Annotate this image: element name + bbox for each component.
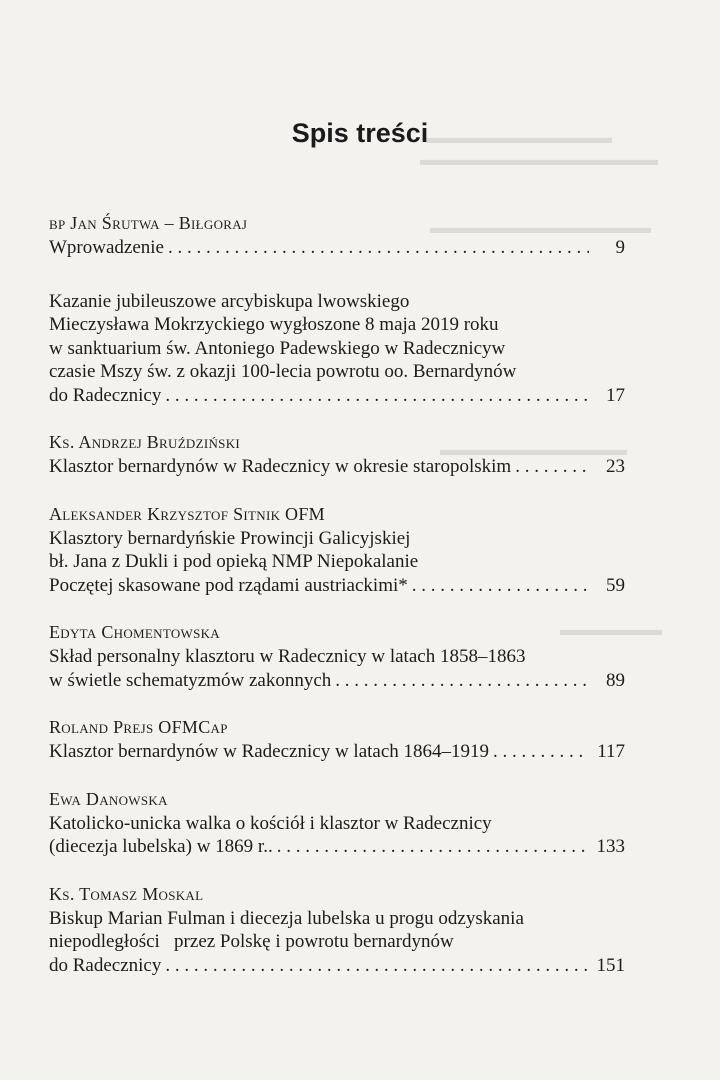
toc-entry xyxy=(49,290,625,408)
entry-title: Poczętej skasowane pod rządami austriackimi* xyxy=(49,574,408,596)
page-number: 117 xyxy=(597,741,625,762)
entry-title-line[interactable] xyxy=(49,669,625,693)
dot-leader xyxy=(277,835,589,859)
entry-author: Ks. Andrzej Bruździński xyxy=(49,432,241,452)
entry-title: w świetle schematyzmów zakonnych xyxy=(49,669,332,691)
entry-title-line[interactable] xyxy=(49,835,625,859)
entry-title: bł. Jana z Dukli i pod opieką NMP Niepokalanie xyxy=(49,551,419,572)
dot-leader xyxy=(412,574,589,598)
toc-entry xyxy=(49,786,625,859)
entry-title: do Radecznicy xyxy=(49,954,162,976)
toc-entry xyxy=(49,429,625,479)
entry-title: Klasztor bernardynów w Radecznicy w latach 1864–1919 xyxy=(49,741,490,762)
entry-title: Klasztor bernardynów w Radecznicy w okresie staropolskim xyxy=(49,456,512,477)
entry-title: Katolicko-unicka walka o kościół i klasztor w Radecznicy xyxy=(49,812,492,834)
page-number: 59 xyxy=(606,574,625,596)
page-number: 133 xyxy=(596,836,625,857)
entry-title: w sanktuarium św. Antoniego Padewskiego w Radecznicyw xyxy=(49,337,506,359)
entry-author: Ks. Tomasz Moskal xyxy=(49,883,204,904)
dot-leader xyxy=(165,384,589,408)
page-number: 89 xyxy=(606,669,625,691)
show-through: ▬▬▬▬▬▬▬▬▬▬▬ xyxy=(425,128,612,147)
show-through: ▬▬▬▬▬▬ xyxy=(560,620,662,639)
entry-title: Wprowadzenie xyxy=(49,237,164,258)
toc-entry xyxy=(49,501,625,598)
entry-title: Skład personalny klasztoru w Radecznicy w latach 1858–1863 xyxy=(49,646,526,667)
entry-title-line[interactable] xyxy=(49,740,625,764)
entry-author: Roland Prejs OFMCap xyxy=(49,717,228,737)
entry-title: czasie Mszy św. z okazji 100-lecia powrotu oo. Bernardynów xyxy=(49,361,517,382)
page-number: 151 xyxy=(596,954,625,976)
dot-leader xyxy=(335,669,589,693)
entry-title: Biskup Marian Fulman i diecezja lubelska u progu odzyskania xyxy=(49,907,524,929)
entry-title-line[interactable] xyxy=(49,455,625,479)
dot-leader xyxy=(493,740,589,764)
toc-entry xyxy=(49,619,625,692)
entry-title: do Radecznicy xyxy=(49,384,162,406)
toc-entry xyxy=(49,881,625,978)
entry-title: niepodległości przez Polskę i powrotu bernardynów xyxy=(49,931,454,952)
show-through: ▬▬▬▬▬▬▬▬▬▬▬▬▬ xyxy=(430,218,651,237)
page-number: 17 xyxy=(606,384,625,406)
toc-entry xyxy=(49,714,625,764)
dot-leader xyxy=(168,236,589,260)
entry-author: bp Jan Śrutwa – Biłgoraj xyxy=(49,213,248,233)
dot-leader xyxy=(515,455,589,479)
entry-author: Edyta Chomentowska xyxy=(49,622,221,642)
entry-title: Kazanie jubileuszowe arcybiskupa lwowskiego xyxy=(49,290,410,312)
toc-entry xyxy=(49,210,625,260)
entry-title: Klasztory bernardyńskie Prowincji Galicyjskiej xyxy=(49,527,411,549)
entry-title-line[interactable] xyxy=(49,574,625,598)
dot-leader xyxy=(165,954,589,978)
page-number: 23 xyxy=(606,456,625,477)
page-number: 9 xyxy=(615,237,625,258)
entry-author: Ewa Danowska xyxy=(49,788,168,809)
entry-title: Mieczysława Mokrzyckiego wygłoszone 8 maja 2019 roku xyxy=(49,314,499,335)
table-of-contents xyxy=(49,210,625,999)
entry-title-line[interactable] xyxy=(49,954,625,978)
entry-title-line[interactable] xyxy=(49,236,625,260)
entry-title: (diecezja lubelska) w 1869 r.. xyxy=(49,836,273,857)
entry-author: Aleksander Krzysztof Sitnik OFM xyxy=(49,503,325,524)
show-through: ▬▬▬▬▬▬▬▬▬▬▬▬▬▬ xyxy=(420,150,658,169)
show-through: ▬▬▬▬▬▬▬▬▬▬▬ xyxy=(440,440,627,459)
entry-title-line[interactable] xyxy=(49,384,625,408)
page-title: Spis treści xyxy=(291,118,429,148)
